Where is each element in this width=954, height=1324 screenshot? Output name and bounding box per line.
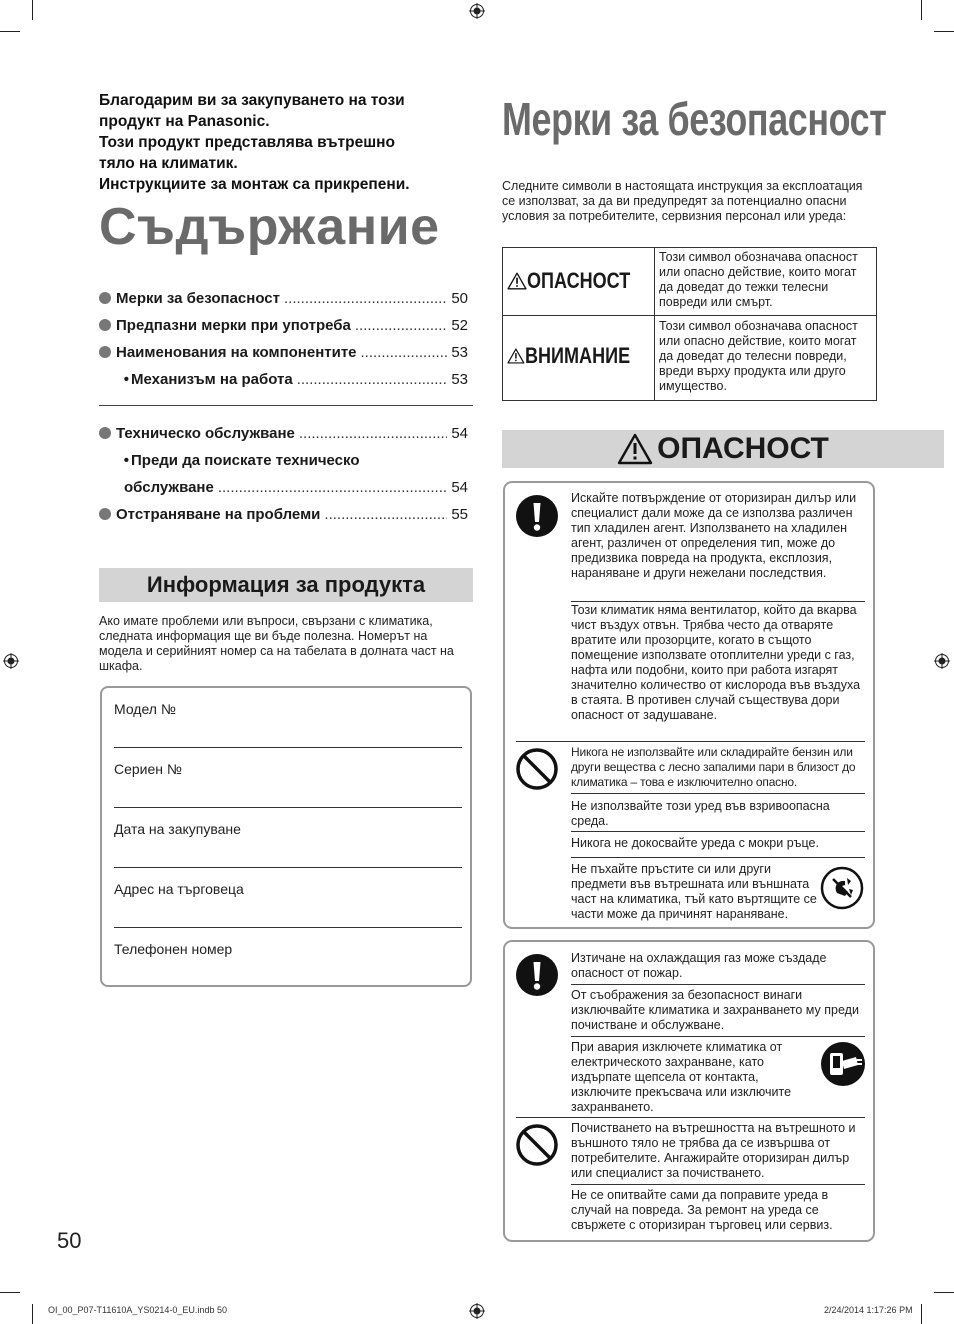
danger-item: Не се опитвайте сами да поправите уреда в случай на повреда. За ремонт на уреда се свържете с оторизиран търговец или сервиз.	[571, 1188, 833, 1232]
toc-item[interactable]	[99, 420, 468, 447]
toc-item-page: 53	[451, 344, 468, 361]
symbol-description: Този символ обозначава опасност или опасно действие, които могат да доведат до тежки телесни повреди или смърт.	[659, 250, 858, 309]
toc-item-label: обслужване	[124, 479, 214, 496]
item-separator	[571, 831, 865, 832]
danger-heading	[502, 430, 944, 468]
danger-item: Почистването на вътрешността на вътрешното и външното тяло не трябва да се извършва от потребителите. Ангажирайте оторизиран дилър или специалист за почистването.	[571, 1121, 856, 1180]
section-separator	[516, 1117, 865, 1118]
serial-field-line[interactable]	[114, 807, 462, 808]
symbol-label	[507, 263, 653, 299]
bullet	[99, 508, 111, 520]
no-fingers-fan-icon	[820, 866, 864, 910]
danger-item: От съображения за безопасност винаги изключвайте климатика и захранването му преди почистване и обслужване.	[571, 988, 859, 1032]
sub-bullet: •	[123, 371, 129, 388]
toc-list	[99, 420, 468, 528]
crop-mark	[934, 1292, 954, 1293]
prohibition-icon	[515, 747, 559, 791]
bullet	[99, 292, 111, 304]
toc-leader	[297, 366, 448, 393]
crop-mark	[0, 31, 20, 32]
intro-text	[99, 90, 471, 195]
toc-leader	[284, 285, 447, 312]
caution-label: ВНИМАНИЕ	[524, 343, 630, 368]
toc-item-page: 52	[451, 317, 468, 334]
dealer-address-field-line[interactable]	[114, 927, 462, 928]
intro-line: Благодарим ви за закупуването на този	[99, 92, 405, 109]
toc-item-label: Наименования на компонентите	[116, 344, 357, 361]
danger-panel	[503, 481, 875, 929]
safety-intro: Следните символи в настоящата инструкция за експлоатация се използват, за да ви предупредят за потенциално опасни условия за потребителите, сервизния персонал или уреда:	[502, 179, 863, 223]
serial-field-label: Сериен №	[114, 761, 182, 777]
toc-leader	[299, 420, 447, 447]
symbol-description: Този символ обозначава опасност или опасно действие, които могат да доведат до телесни повреди, вреди върху продукта или друго имущество.	[659, 319, 858, 393]
toc-item-label: Техническо обслужване	[116, 425, 295, 442]
crop-mark	[921, 1304, 922, 1324]
symbol-legend-table	[502, 247, 877, 401]
model-field-line[interactable]	[114, 747, 462, 748]
toc-subitem[interactable]	[99, 366, 468, 393]
crop-mark	[32, 1304, 33, 1324]
crop-mark	[0, 1292, 20, 1293]
item-separator	[571, 984, 865, 985]
toc-leader	[355, 312, 447, 339]
safety-title: Мерки за безопасност	[502, 93, 887, 145]
toc-item-page: 54	[451, 425, 468, 442]
toc-item-label: Отстраняване на проблеми	[116, 506, 321, 523]
page-number: 50	[57, 1228, 82, 1253]
toc-item[interactable]	[99, 501, 468, 528]
toc-title: Съдържание	[99, 198, 440, 256]
product-info-heading: Информация за продукта	[99, 568, 473, 602]
item-separator	[571, 601, 865, 602]
item-separator	[571, 1184, 865, 1185]
toc-item-label: Предпазни мерки при употреба	[116, 317, 351, 334]
toc-item-page: 53	[451, 371, 468, 388]
danger-heading-text: ОПАСНОСТ	[657, 432, 829, 465]
danger-item: Никога не използвайте или складирайте бензин или други вещества с лесно запалими пари в близост до климатика – това е изключително опасно.	[571, 745, 856, 789]
toc-item-label: Преди да поискате техническо	[131, 452, 360, 469]
intro-line: тяло на климатик.	[99, 155, 238, 172]
symbol-row-caution	[503, 316, 876, 400]
warning-triangle-icon	[617, 433, 653, 465]
toc-leader	[361, 339, 448, 366]
exclamation-icon	[515, 494, 559, 538]
prohibition-icon	[515, 1123, 559, 1167]
danger-label: ОПАСНОСТ	[527, 268, 631, 293]
purchase-date-field-line[interactable]	[114, 867, 462, 868]
item-separator	[571, 793, 865, 794]
dealer-address-field-label: Адрес на търговеца	[114, 881, 244, 897]
toc-divider	[99, 405, 473, 406]
bullet	[99, 346, 111, 358]
toc-subitem-continued[interactable]	[99, 474, 468, 501]
registration-mark-icon	[469, 3, 485, 19]
sub-bullet: •	[123, 452, 129, 469]
model-field-label: Модел №	[114, 701, 176, 717]
crop-mark	[934, 31, 954, 32]
registration-mark-icon	[934, 653, 950, 669]
intro-line: продукт на Panasonic.	[99, 113, 270, 130]
danger-item: Не използвайте този уред във взривоопасна среда.	[571, 799, 830, 828]
registration-mark-icon	[3, 653, 19, 669]
danger-item: Този климатик няма вентилатор, който да вкарва чист въздух отвън. Трябва честo да отваряте вратите или прозорците, когато в същото помещение използвате отоплителни уреди с газ, нафта или подобни, които при работа изгарят значително количество от кислорода във въздуха в стаята. В противен случай съществува дори опасност от задушаване.	[571, 603, 861, 722]
danger-item: Изтичане на охлаждащия газ може създаде опасност от пожар.	[571, 951, 827, 980]
toc-subitem[interactable]	[99, 447, 468, 474]
danger-panel	[503, 940, 875, 1242]
symbol-label	[507, 338, 653, 374]
symbol-row-danger	[503, 248, 876, 315]
footer-timestamp: 2/24/2014 1:17:26 PM	[824, 1305, 913, 1315]
bullet	[99, 319, 111, 331]
footer-file-info: OI_00_P07-T11610A_YS0214-0_EU.indb 50	[48, 1305, 227, 1315]
crop-mark	[921, 0, 922, 20]
registration-mark-icon	[469, 1303, 485, 1319]
danger-item: Искайте потвърждение от оторизиран дилър или специалист дали може да се използва различен тип хладилен агент. Използването на хладилен агент, различен от определения тип, може до предизвика повреда на продукта, експлозия, нараняване и други нежелани последствия.	[571, 491, 857, 580]
item-separator	[571, 857, 865, 858]
danger-item: Не пъхайте пръстите си или други предмети във вътрешната или външната част на климатика, тъй като въртящите се части може да причинят нараняване.	[571, 862, 817, 921]
toc-leader	[218, 474, 447, 501]
bullet	[99, 427, 111, 439]
toc-item-label: Механизъм на работа	[131, 371, 293, 388]
crop-mark	[32, 0, 33, 20]
danger-item: При авария изключете климатика от електрическото захранване, като издърпате щепсела от контакта, изключите прекъсвача или изключите захранването.	[571, 1040, 792, 1114]
toc-item-page: 54	[451, 479, 468, 496]
product-info-text: Ако имате проблеми или въпроси, свързани с климатика, следната информация ще ви бъде полезна. Номерът на модела и серийният номер са на табелата в долната част на шкафа.	[99, 614, 454, 673]
exclamation-icon	[515, 953, 559, 997]
section-separator	[516, 741, 865, 742]
toc-item[interactable]	[99, 312, 468, 339]
warning-triangle-icon	[507, 340, 525, 372]
warning-triangle-icon	[507, 265, 527, 297]
toc-item[interactable]	[99, 285, 468, 312]
toc-leader	[324, 501, 447, 528]
phone-field-label: Телефонен номер	[114, 941, 233, 957]
toc-item-page: 55	[451, 506, 468, 523]
item-separator	[571, 1036, 865, 1037]
toc-item-page: 50	[451, 290, 468, 307]
purchase-date-field-label: Дата на закупуване	[114, 821, 241, 837]
toc-item[interactable]	[99, 339, 468, 366]
danger-item: Никога не докосвайте уреда с мокри ръце.	[571, 836, 819, 850]
intro-line: Инструкциите за монтаж са прикрепени.	[99, 176, 410, 193]
unplug-icon	[820, 1041, 866, 1087]
toc-item-label: Мерки за безопасност	[116, 290, 280, 307]
intro-line: Този продукт представлява вътрешно	[99, 134, 395, 151]
toc-list	[99, 285, 468, 393]
product-info-form	[100, 686, 472, 987]
